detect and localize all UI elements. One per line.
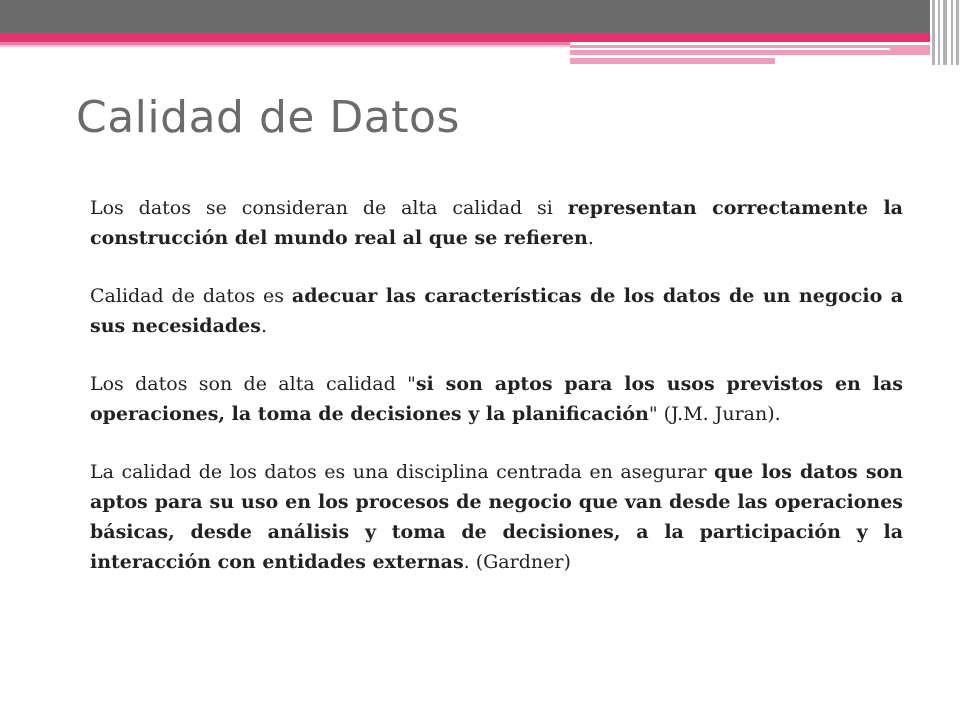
- paragraph-3: [90, 369, 903, 429]
- header-band-light-line: [0, 45, 570, 47]
- header-band-gray: [0, 0, 930, 33]
- slide-body: [90, 193, 903, 605]
- paragraph-4: [90, 457, 903, 577]
- header-band-pink-thin: [0, 42, 570, 45]
- header-band-pink: [0, 33, 930, 42]
- slide-title: Calidad de Datos: [76, 92, 460, 143]
- paragraph-4-bold: que los datos son aptos para su uso en los procesos de negocio que van desde las operaciones básicas, desde análisis y toma de decisiones, a la participación y la interacción con entidades externas: [90, 461, 903, 573]
- paragraph-2-bold: adecuar las características de los datos de un negocio a sus necesidades: [90, 285, 903, 337]
- paragraph-1-text: Los datos se consideran de alta calidad si: [90, 197, 568, 219]
- paragraph-3-end: " (J.M. Juran).: [648, 403, 781, 425]
- paragraph-2: [90, 281, 903, 341]
- paragraph-3-bold: si son aptos para los usos previstos en las operaciones, la toma de decisiones y la planificación: [90, 373, 903, 425]
- header-band-white-line: [570, 48, 890, 50]
- paragraph-1: [90, 193, 903, 253]
- header-right-lines-decoration: [930, 0, 960, 65]
- paragraph-4-text: La calidad de los datos es una disciplina centrada en asegurar: [90, 461, 715, 483]
- paragraph-4-end: . (Gardner): [463, 551, 571, 573]
- header-band-pink-accent: [570, 45, 930, 55]
- paragraph-1-end: .: [587, 227, 594, 249]
- header-band-pink-short: [570, 58, 775, 64]
- paragraph-2-end: .: [260, 315, 268, 337]
- paragraph-2-text: Calidad de datos es: [90, 285, 292, 307]
- paragraph-3-text: Los datos son de alta calidad ": [90, 373, 416, 395]
- paragraph-1-bold: representan correctamente la construcción del mundo real al que se refieren: [90, 197, 903, 249]
